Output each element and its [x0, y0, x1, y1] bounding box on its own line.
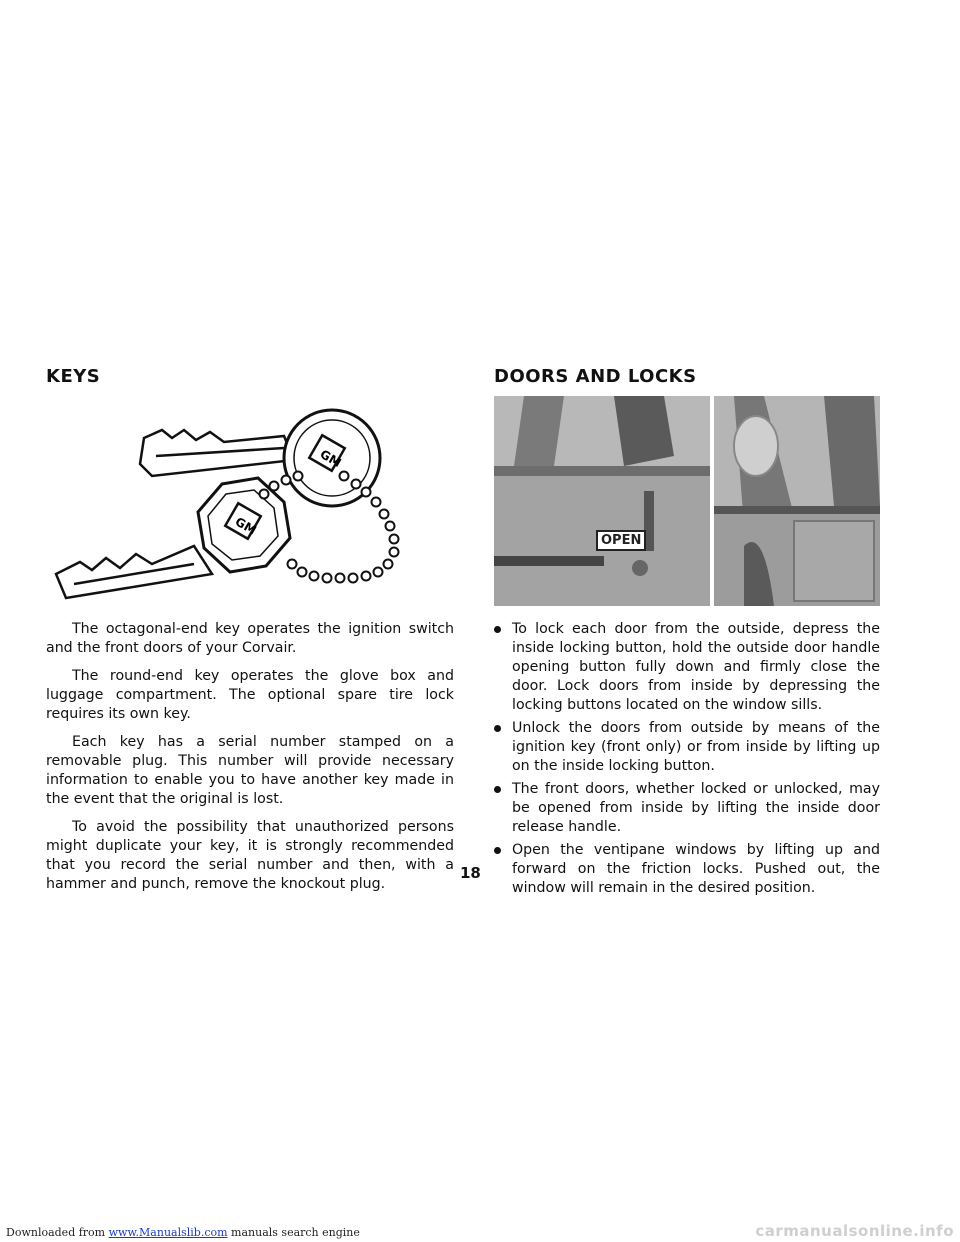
doors-bullet-list — [494, 620, 880, 902]
doors-bullet-3 — [494, 780, 880, 837]
doors-bullet-text: To lock each door from the outside, depress the inside locking button, hold the outside door handle opening button fully down and firmly close the door. Lock doors from inside by depressing the locking buttons located on the window sills. — [512, 621, 880, 713]
keys-text — [46, 620, 454, 903]
manualslib-link[interactable]: www.Manualslib.com — [108, 1226, 228, 1239]
keys-illustration — [44, 398, 464, 617]
svg-text:GM: GM — [317, 447, 344, 471]
bullet-dot — [494, 786, 501, 793]
keys-paragraph-2: The round-end key operates the glove box and luggage compartment. The optional spare tire lock requires its own key. — [46, 668, 454, 722]
doors-bullet-4 — [494, 841, 880, 898]
keys-paragraph-3: Each key has a serial number stamped on a removable plug. This number will provide necessary information to enable you to have another key made in the event that the original is lost. — [46, 734, 454, 807]
keys-heading: KEYS — [46, 366, 101, 387]
round-key-blade — [140, 430, 294, 476]
download-footer — [6, 1226, 360, 1239]
bullet-dot — [494, 847, 501, 854]
keys-paragraph-1: The octagonal-end key operates the ignition switch and the front doors of your Corvair. — [46, 621, 454, 656]
open-label: OPEN — [596, 530, 646, 551]
door-lock-photo — [494, 396, 880, 606]
doors-bullet-text: The front doors, whether locked or unlocked, may be opened from inside by lifting the inside door release handle. — [512, 781, 880, 835]
octagonal-key-fob — [198, 478, 290, 572]
keys-paragraph-4: To avoid the possibility that unauthorized persons might duplicate your key, it is strongly recommended that you record the serial number and then, with a hammer and punch, remove the knockout plug. — [46, 819, 454, 892]
doors-bullet-text: Open the ventipane windows by lifting up and forward on the friction locks. Pushed out, the window will remain in the desired position. — [512, 842, 880, 896]
bullet-dot — [494, 626, 501, 633]
watermark-brand: carmanualsonline.info — [755, 1222, 954, 1240]
bullet-dot — [494, 725, 501, 732]
octagonal-key-blade — [56, 546, 212, 598]
doors-bullet-2 — [494, 719, 880, 776]
footer-suffix: manuals search engine — [227, 1226, 360, 1239]
footer-prefix: Downloaded from — [6, 1226, 109, 1239]
page-number: 18 — [460, 864, 481, 882]
svg-text:GM: GM — [232, 514, 259, 538]
doors-heading: DOORS AND LOCKS — [494, 366, 697, 387]
doors-bullet-1 — [494, 620, 880, 715]
doors-bullet-text: Unlock the doors from outside by means of the ignition key (front only) or from inside by lifting up on the inside locking button. — [512, 720, 880, 774]
